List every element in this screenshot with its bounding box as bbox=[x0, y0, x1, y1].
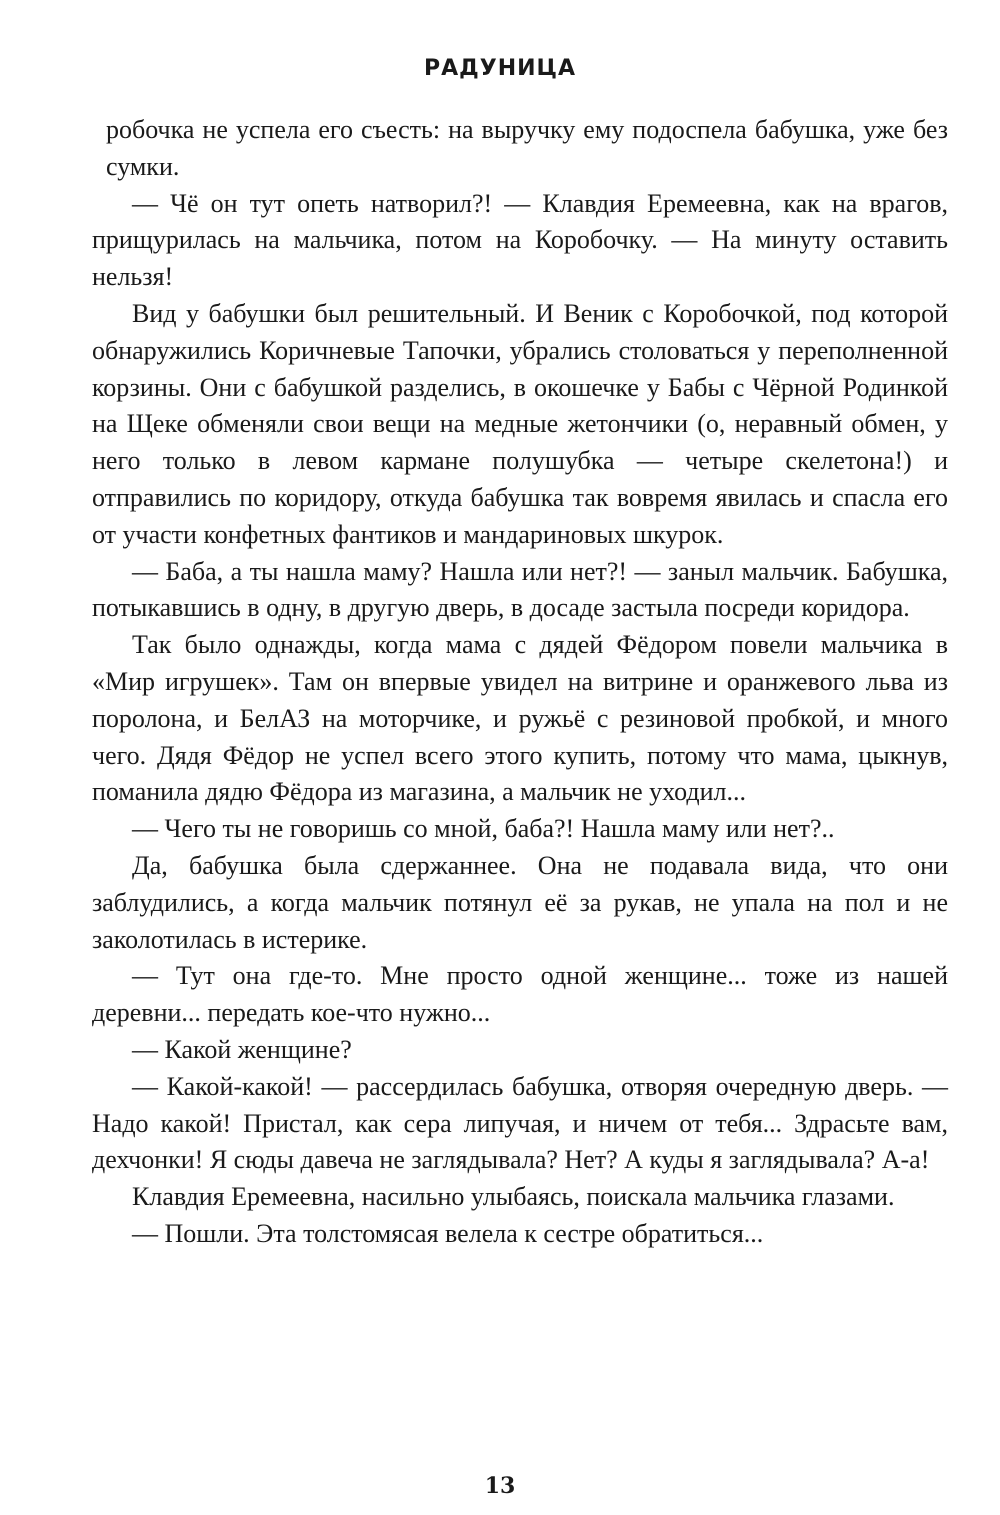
paragraph: — Какой женщине? bbox=[132, 1034, 352, 1064]
paragraph: робочка не успела его съесть: на выручку ему подоспела бабушка, уже без сумки. bbox=[106, 115, 948, 181]
page-number: 13 bbox=[484, 1473, 516, 1499]
paragraph: — Чего ты не говоришь со мной, баба?! Нашла маму или нет?.. bbox=[132, 814, 835, 844]
paragraph: — Баба, а ты нашла маму? Нашла или нет?! — заныл мальчик. Бабушка, потыкавшись в одну, в другую дверь, в досаде застыла посреди коридора. bbox=[92, 556, 948, 623]
paragraph: Да, бабушка была сдержаннее. Она не подавала вида, что они заблудились, а когда мальчик потянул её за рукав, не упала на пол и не заколотилась в истерике. bbox=[92, 850, 948, 954]
paragraph: Клавдия Еремеевна, насильно улыбаясь, поискала мальчика глазами. bbox=[132, 1182, 895, 1212]
paragraph: — Тут она где-то. Мне просто одной женщине... тоже из нашей деревни... передать кое-что нужно... bbox=[92, 961, 948, 1028]
paragraph: Вид у бабушки был решительный. И Веник с Коробочкой, под которой обнаружились Коричневые Тапочки, убрались столоваться у переполненной корзины. Они с бабушкой разделись, в окошечке у Бабы с Чёрной Родинкой на Щеке обменяли свои вещи на медные жетончики (о, неравный обмен, у него только в левом кармане полушубка — четыре скелетона!) и отправились по коридору, откуда бабушка так вовремя явилась и спасла его от участи конфетных фантиков и мандариновых шкурок. bbox=[92, 298, 948, 549]
paragraph: Так было однажды, когда мама с дядей Фёдором повели мальчика в «Мир игрушек». Там он впервые увидел на витрине и оранжевого льва из поролона, и БелАЗ на моторчике, и ружьё с резиновой пробкой, и много чего. Дядя Фёдор не успел всего этого купить, потому что мама, цыкнув, поманила дядю Фёдора из магазина, а мальчик не уходил... bbox=[92, 630, 948, 807]
paragraph: — Чё он тут опеть натворил?! — Клавдия Еремеевна, как на врагов, прищурилась на мальчика, потом на Коробочку. — На минуту оставить нельзя! bbox=[92, 188, 948, 292]
running-header: РАДУНИЦА bbox=[424, 56, 576, 81]
paragraph: — Какой-какой! — рассердилась бабушка, отворяя очередную дверь. — Надо какой! Пристал, как сера липучая, и ничем от тебя... Здрасьте вам, дехчонки! Я сюды давеча не заглядывала? Нет? А куды я заглядывала? А-а! bbox=[92, 1071, 948, 1175]
body-text bbox=[92, 112, 948, 1253]
paragraph: — Пошли. Эта толстомясая велела к сестре обратиться... bbox=[132, 1218, 764, 1248]
